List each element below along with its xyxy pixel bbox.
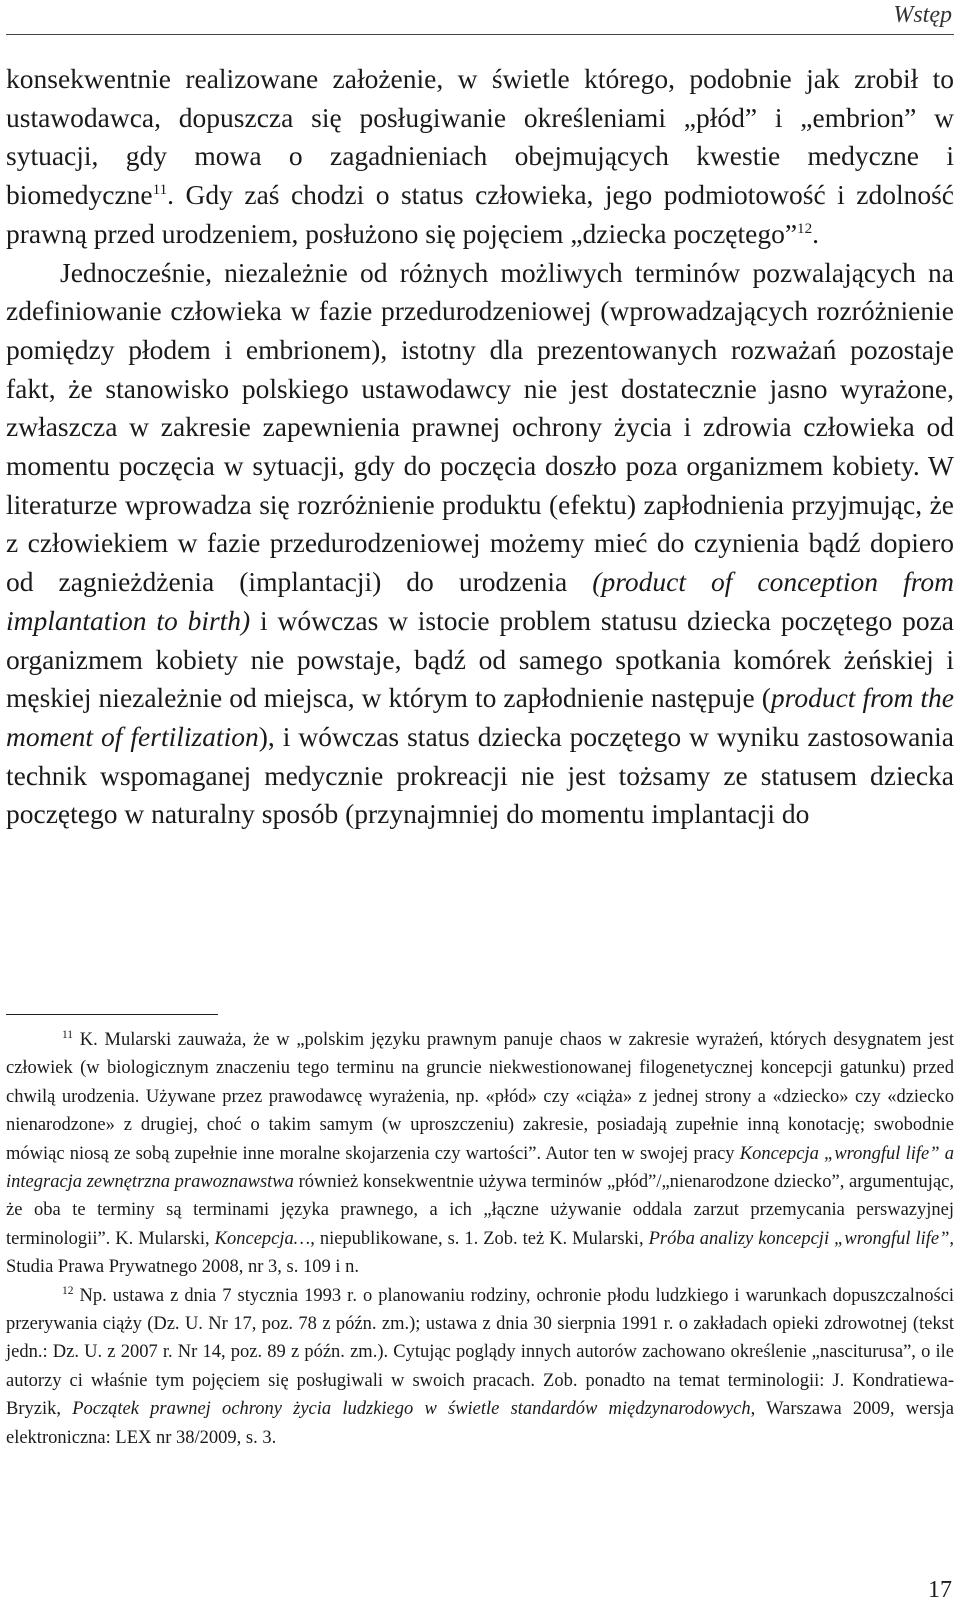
running-head: Wstęp bbox=[893, 2, 952, 28]
p2-text-2: i wówczas w istocie problem statusu dziecka poczętego poza organizmem kobiety nie powstaje, bądź od samego spotkania komórek żeńskiej i męskiej niezależnie od miejsca, w którym to zapłodnienie następuje ( bbox=[6, 604, 955, 714]
fn11-text-3: , niepublikowane, s. 1. Zob. też K. Mularski, bbox=[310, 1228, 649, 1249]
page-number: 17 bbox=[928, 1577, 952, 1603]
paragraph-2 bbox=[6, 254, 954, 835]
p2-text-3: ), i wówczas status dziecka poczętego w wyniku zastosowania technik wspomaganej medycznie prokreacji nie jest tożsamy ze statusem dziecka poczętego w naturalny sposób (przynajmniej do momentu implantacji do bbox=[6, 720, 954, 830]
p1-text-2: . Gdy zaś chodzi o status człowieka, jego podmiotowość i zdolność prawną przed urodzeniem, posłużono się pojęciem „dziecka poczętego” bbox=[6, 179, 954, 249]
fn12-text-2: , Warszawa 2009, wersja elektroniczna: LEX nr 38/2009, s. 3. bbox=[6, 1399, 954, 1448]
footnote-ref-11[interactable]: 11 bbox=[152, 181, 168, 198]
p1-text-3: . bbox=[812, 217, 820, 249]
footnote-11 bbox=[6, 1026, 954, 1282]
fn12-text-1: Np. ustawa z dnia 7 stycznia 1993 r. o planowaniu rodziny, ochronie płodu ludzkiego i warunkach dopuszczalności przerywania ciąży (Dz. U. Nr 17, poz. 78 z późn. zm.); ustawa z dnia 30 sierpnia 1991 r. o zakładach opieki zdrowotnej (tekst jedn.: Dz. U. z 2007 r. Nr 14, poz. 89 z późn. zm.). Cytując poglądy innych autorów zachowano określenie „nasciturusa”, o ile autorzy ci właśnie tym pojęciem się posługiwali w swoich pracach. Zob. ponadto na temat terminologii: J. Kondratiewa-Bryzik, bbox=[6, 1285, 954, 1420]
footnotes bbox=[6, 1026, 954, 1452]
p2-italic-1: (product of conception from implantation to birth) bbox=[6, 566, 955, 636]
paragraph-1 bbox=[6, 60, 954, 254]
p2-text-1: Jednocześnie, niezależnie od różnych możliwych terminów pozwalających na zdefiniowanie człowieka w fazie przedurodzeniowej (wprowadzających rozróżnienie pomiędzy płodem i embrionem), istotny dla prezentowanych rozważań pozostaje fakt, że stanowisko polskiego ustawodawcy nie jest dostatecznie jasno wyrażone, zwłaszcza w zakresie zapewnienia prawnej ochrony życia i zdrowia człowieka od momentu poczęcia w sytuacji, gdy do poczęcia doszło poza organizmem kobiety. W literaturze wprowadza się rozróżnienie produktu (efektu) zapłodnienia przyjmując, że z człowiekiem w fazie przedurodzeniowej możemy mieć do czynienia bądź dopiero od zagnieżdżenia (implantacji) do urodzenia bbox=[6, 256, 954, 598]
fn12-italic-1: Początek prawnej ochrony życia ludzkiego w świetle standardów międzynarodowych bbox=[72, 1399, 751, 1420]
fn11-text-2: również konsekwentnie używa terminów „płód”/„nienarodzone dziecko”, argumentując, że oba te terminy są terminami języka prawnego, a ich „łączne używanie oddala zarzut przemycania perswazyjnej terminologii”. K. Mularski, bbox=[6, 1172, 954, 1249]
fn11-italic-1: Koncepcja „wrongful life” a integracja zewnętrzna prawoznawstwa bbox=[6, 1143, 954, 1193]
fn11-text-4: , Studia Prawa Prywatnego 2008, nr 3, s. 109 i n. bbox=[6, 1228, 955, 1278]
footnote-12 bbox=[6, 1282, 954, 1452]
p2-italic-2: product from the moment of fertilization bbox=[6, 682, 954, 752]
p1-text-1: konsekwentnie realizowane założenie, w świetle którego, podobnie jak zrobił to ustawodawca, dopuszcza się posługiwanie określeniami „płód” i „embrion” w sytuacji, gdy mowa o zagadnieniach obejmujących kwestie medyczne i biomedyczne bbox=[6, 63, 954, 211]
footnote-ref-12[interactable]: 12 bbox=[797, 220, 813, 237]
fn11-text-1: K. Mularski zauważa, że w „polskim języku prawnym panuje chaos w zakresie wyrażeń, których desygnatem jest człowiek (w biologicznym znaczeniu tego terminu na gruncie niekwestionowanej filogenetycznej koncepcji gatunku) przed chwilą urodzenia. Używane przez prawodawcę wyrażenia, np. «płód» czy «ciąża» z jednej strony a «dziecko» czy «dziecko nienarodzone» z drugiej, choć o takim samym (w uproszczeniu) zakresie, posiadają zupełnie inną konotację; swobodnie mówiąc niosą ze sobą zupełnie inne moralne skojarzenia czy wartości”. Autor ten w swojej pracy bbox=[6, 1030, 954, 1164]
footnote-num-12: 12 bbox=[62, 1284, 74, 1297]
footnote-num-11: 11 bbox=[62, 1028, 74, 1041]
body-text bbox=[6, 60, 954, 834]
footnote-rule bbox=[6, 1014, 218, 1015]
fn11-italic-3: Próba analizy koncepcji „wrongful life” bbox=[648, 1228, 950, 1249]
fn11-italic-2: Koncepcja… bbox=[214, 1228, 311, 1249]
header-rule bbox=[6, 34, 954, 35]
